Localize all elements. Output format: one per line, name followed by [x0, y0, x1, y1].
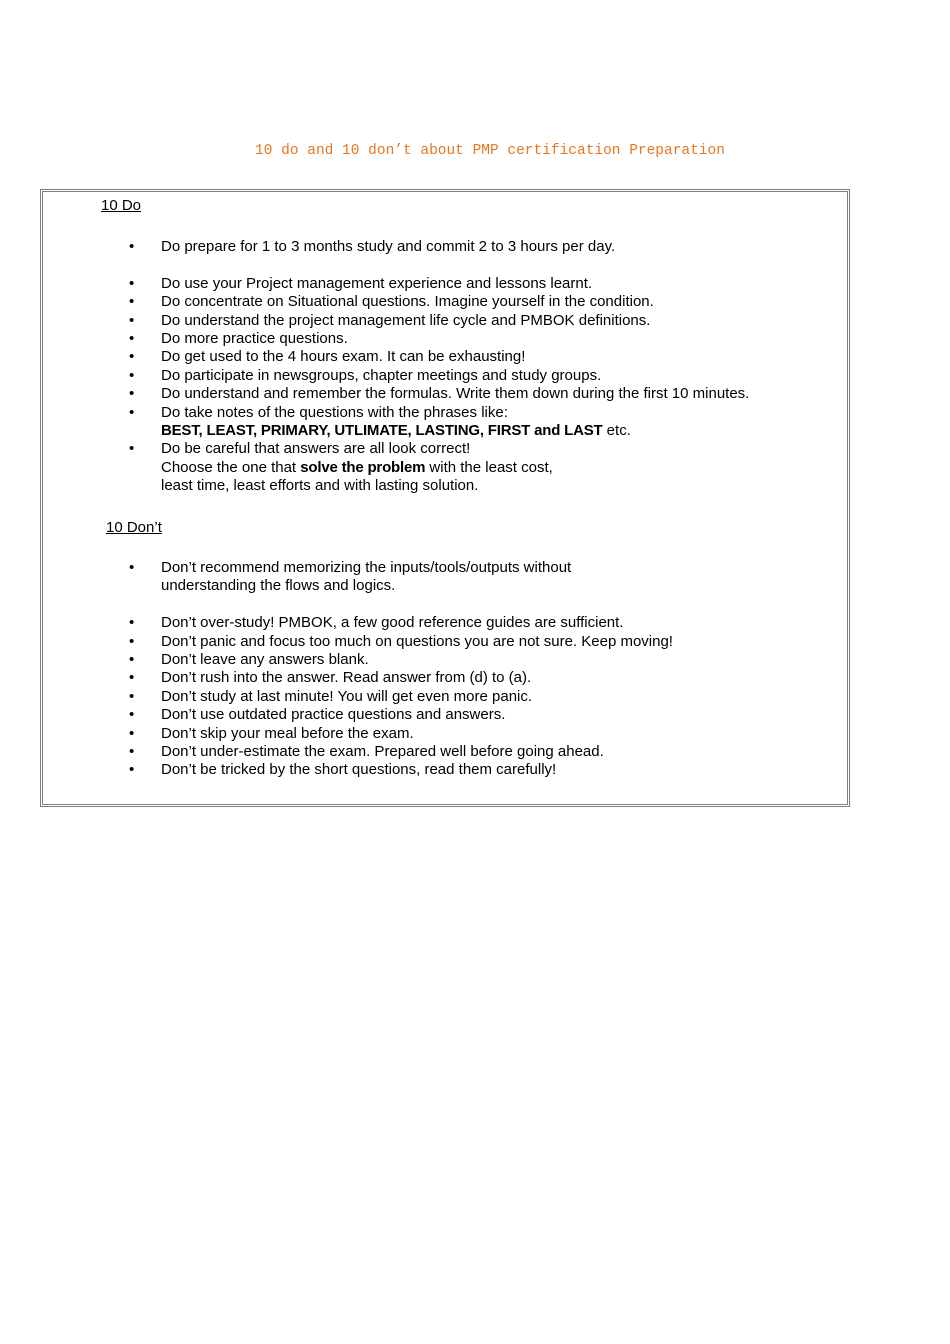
item-text: Don’t study at last minute! You will get even more panic. — [161, 687, 533, 705]
bullet-icon: • — [129, 632, 135, 650]
list-item-line — [161, 459, 847, 477]
list-item-line — [161, 559, 847, 577]
item-text: Do take notes of the questions with the phrases like: — [161, 403, 508, 421]
list-item-line — [161, 293, 847, 311]
bullet-icon: • — [129, 348, 135, 366]
list-item-line — [161, 404, 847, 422]
list-item — [43, 275, 847, 293]
bullet-icon: • — [129, 440, 135, 458]
item-text: with the least cost, — [425, 458, 553, 476]
item-text: Do concentrate on Situational questions. Imagine yourself in the condition. — [161, 293, 654, 311]
item-text: Do participate in newsgroups, chapter meetings and study groups. — [161, 366, 602, 384]
bullet-icon: • — [129, 761, 135, 779]
item-text: Don’t over-study! PMBOK, a few good reference guides are sufficient. — [161, 614, 624, 632]
item-text: Don’t panic and focus too much on questions you are not sure. Keep moving! — [161, 632, 673, 650]
list-item — [43, 614, 847, 632]
list-item — [43, 404, 847, 441]
bullet-icon: • — [129, 706, 135, 724]
list-item — [43, 293, 847, 311]
list-item-line — [161, 761, 847, 779]
list-item-line — [161, 348, 847, 366]
list-item-line — [161, 577, 847, 595]
bullet-icon: • — [129, 669, 135, 687]
item-text: Don’t use outdated practice questions and answers. — [161, 706, 506, 724]
list-item — [43, 688, 847, 706]
dont-list — [43, 559, 847, 780]
list-item-line — [161, 633, 847, 651]
list-item — [43, 440, 847, 495]
item-text: least time, least efforts and with lasting solution. — [161, 477, 479, 495]
bullet-icon: • — [129, 724, 135, 742]
list-item — [43, 633, 847, 651]
bullet-icon: • — [129, 274, 135, 292]
list-item-line — [161, 440, 847, 458]
list-item — [43, 385, 847, 403]
list-item-line — [161, 385, 847, 403]
list-item — [43, 367, 847, 385]
item-text: Don’t be tricked by the short questions, read them carefully! — [161, 761, 557, 779]
item-text: Do more practice questions. — [161, 330, 348, 348]
item-text: Don’t recommend memorizing the inputs/tools/outputs without — [161, 559, 572, 576]
bullet-icon: • — [129, 687, 135, 705]
item-text: Do prepare for 1 to 3 months study and commit 2 to 3 hours per day. — [161, 238, 616, 255]
item-text: etc. — [602, 422, 631, 440]
list-item — [43, 238, 847, 256]
dont-section-heading: 10 Don’t — [106, 519, 162, 536]
bullet-icon: • — [129, 366, 135, 384]
list-item-line — [161, 669, 847, 687]
list-item-line — [161, 743, 847, 761]
bullet-icon: • — [129, 311, 135, 329]
list-item — [43, 669, 847, 687]
item-text: Don’t skip your meal before the exam. — [161, 724, 414, 742]
item-text: Do understand the project management life cycle and PMBOK definitions. — [161, 311, 651, 329]
list-item-line — [161, 330, 847, 348]
bullet-icon: • — [129, 743, 135, 761]
list-item — [43, 706, 847, 724]
bullet-icon: • — [129, 330, 135, 348]
list-item-line — [161, 477, 847, 495]
item-text: Do get used to the 4 hours exam. It can be exhausting! — [161, 348, 526, 366]
item-text: Don’t leave any answers blank. — [161, 651, 369, 669]
list-item-line — [161, 651, 847, 669]
bullet-icon: • — [129, 403, 135, 421]
list-item — [43, 312, 847, 330]
item-text: understanding the flows and logics. — [161, 577, 396, 595]
item-text: Do understand and remember the formulas. Write them down during the first 10 minutes. — [161, 385, 750, 403]
bullet-icon: • — [129, 614, 135, 632]
list-item-line — [161, 688, 847, 706]
list-item-line — [161, 312, 847, 330]
emphasis-text: BEST, LEAST, PRIMARY, UTLIMATE, LASTING, FIRST and LAST — [161, 422, 603, 440]
item-text: Do use your Project management experience and lessons learnt. — [161, 274, 593, 292]
item-text: Choose the one that — [161, 458, 301, 476]
list-item-line — [161, 614, 847, 632]
list-item-line — [161, 367, 847, 385]
item-text: Don’t rush into the answer. Read answer from (d) to (a). — [161, 669, 532, 687]
do-list — [43, 238, 847, 496]
list-item-line — [161, 238, 847, 256]
emphasis-text: solve the problem — [300, 458, 426, 476]
list-item — [43, 330, 847, 348]
bullet-icon: • — [129, 238, 135, 255]
bullet-icon: • — [129, 651, 135, 669]
list-item-line — [161, 725, 847, 743]
content-box — [40, 189, 850, 807]
page-title: 10 do and 10 don’t about PMP certification Preparation — [255, 143, 725, 159]
bullet-icon: • — [129, 559, 135, 576]
item-text: Do be careful that answers are all look correct! — [161, 440, 471, 458]
list-item-line — [161, 422, 847, 440]
list-item — [43, 743, 847, 761]
list-item-line — [161, 275, 847, 293]
list-item — [43, 348, 847, 366]
list-item-line — [161, 706, 847, 724]
list-item — [43, 761, 847, 779]
list-item — [43, 651, 847, 669]
bullet-icon: • — [129, 293, 135, 311]
bullet-icon: • — [129, 385, 135, 403]
do-section-heading: 10 Do — [101, 197, 142, 214]
list-item — [43, 559, 847, 596]
item-text: Don’t under-estimate the exam. Prepared well before going ahead. — [161, 743, 604, 761]
list-item — [43, 725, 847, 743]
